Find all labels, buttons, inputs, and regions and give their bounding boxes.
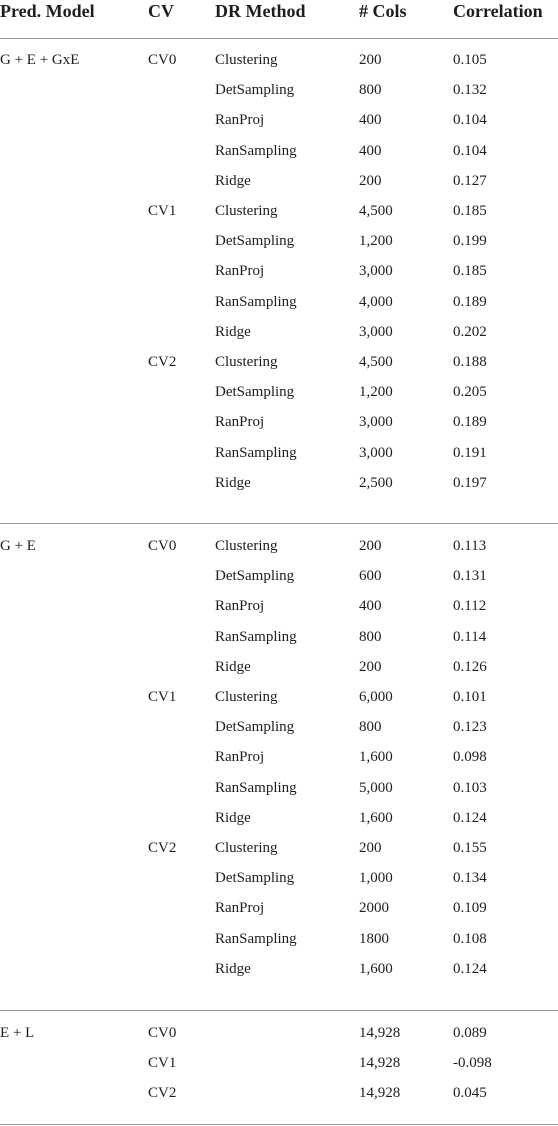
correlation-cell: 0.127 — [453, 172, 487, 189]
header-dr-method: DR Method — [215, 1, 306, 21]
dr-method-cell: DetSampling — [215, 870, 295, 887]
table-row — [0, 892, 558, 922]
table-row — [0, 1047, 558, 1077]
dr-method-cell: RanProj — [215, 900, 265, 917]
table-row — [0, 530, 558, 560]
dr-method-cell: RanSampling — [215, 779, 297, 796]
table-row — [0, 560, 558, 590]
num-cols-cell: 200 — [359, 52, 382, 68]
table-row — [0, 437, 558, 467]
table-row — [0, 165, 558, 195]
table-row — [0, 104, 558, 134]
num-cols-cell: 200 — [359, 538, 382, 554]
num-cols-cell: 1,000 — [359, 870, 393, 887]
table-row — [0, 135, 558, 165]
table-row — [0, 772, 558, 802]
cv-cell: CV1 — [148, 203, 177, 219]
header-pred-model: Pred. Model — [0, 1, 95, 21]
dr-method-cell: Clustering — [215, 840, 278, 856]
num-cols-cell: 1,600 — [359, 960, 393, 977]
table-row — [0, 195, 558, 225]
num-cols-cell: 4,500 — [359, 203, 393, 219]
dr-method-cell: Ridge — [215, 172, 251, 189]
num-cols-cell: 3,000 — [359, 263, 393, 280]
num-cols-cell: 600 — [359, 568, 382, 585]
num-cols-cell: 5,000 — [359, 779, 393, 796]
table-header — [0, 0, 558, 38]
correlation-cell: 0.205 — [453, 384, 487, 401]
dr-method-cell: Ridge — [215, 960, 251, 977]
correlation-cell: 0.105 — [453, 52, 487, 68]
table-row — [0, 376, 558, 406]
dr-method-cell: DetSampling — [215, 384, 295, 401]
num-cols-cell: 1,200 — [359, 384, 393, 401]
table-row — [0, 953, 558, 983]
table-row — [0, 711, 558, 741]
table-row — [0, 923, 558, 953]
correlation-cell: 0.108 — [453, 930, 487, 947]
num-cols-cell: 6,000 — [359, 689, 393, 705]
section-divider — [0, 523, 558, 524]
cv-cell: CV1 — [148, 1055, 177, 1072]
num-cols-cell: 200 — [359, 840, 382, 856]
correlation-cell: 0.114 — [453, 628, 487, 645]
table-row — [0, 74, 558, 104]
dr-method-cell: Ridge — [215, 474, 251, 491]
correlation-cell: 0.199 — [453, 233, 487, 250]
table-row — [0, 590, 558, 620]
correlation-cell: 0.126 — [453, 658, 487, 675]
correlation-cell: 0.089 — [453, 1025, 487, 1041]
table-row — [0, 467, 558, 497]
cv-cell: CV2 — [148, 840, 177, 856]
dr-method-cell: Clustering — [215, 354, 278, 370]
correlation-cell: 0.189 — [453, 293, 487, 310]
header-correlation: Correlation — [453, 1, 543, 21]
cv-cell: CV2 — [148, 1085, 177, 1102]
table-row — [0, 286, 558, 316]
pred-model-cell: E + L — [0, 1025, 35, 1041]
num-cols-cell: 4,000 — [359, 293, 393, 310]
dr-method-cell: RanSampling — [215, 142, 297, 159]
num-cols-cell: 14,928 — [359, 1085, 401, 1102]
num-cols-cell: 14,928 — [359, 1025, 401, 1041]
dr-method-cell: RanSampling — [215, 628, 297, 645]
correlation-cell: 0.185 — [453, 263, 487, 280]
correlation-cell: 0.155 — [453, 840, 487, 856]
num-cols-cell: 4,500 — [359, 354, 393, 370]
dr-method-cell: RanProj — [215, 414, 265, 431]
dr-method-cell: Clustering — [215, 52, 278, 68]
correlation-cell: 0.098 — [453, 749, 487, 766]
num-cols-cell: 400 — [359, 598, 382, 615]
correlation-cell: 0.185 — [453, 203, 487, 219]
dr-method-cell: Ridge — [215, 658, 251, 675]
correlation-cell: 0.124 — [453, 809, 487, 826]
correlation-cell: 0.101 — [453, 689, 487, 705]
table-row — [0, 346, 558, 376]
cv-cell: CV0 — [148, 52, 177, 68]
num-cols-cell: 14,928 — [359, 1055, 401, 1072]
header-cv: CV — [148, 1, 174, 21]
correlation-cell: 0.123 — [453, 719, 487, 736]
table-row — [0, 681, 558, 711]
cv-cell: CV0 — [148, 1025, 177, 1041]
num-cols-cell: 400 — [359, 112, 382, 129]
table-row — [0, 651, 558, 681]
correlation-cell: 0.202 — [453, 323, 487, 340]
num-cols-cell: 2,500 — [359, 474, 393, 491]
num-cols-cell: 200 — [359, 172, 382, 189]
section-divider — [0, 1010, 558, 1011]
num-cols-cell: 800 — [359, 82, 382, 99]
num-cols-cell: 1,600 — [359, 809, 393, 826]
table-row — [0, 741, 558, 771]
table-row — [0, 1077, 558, 1107]
correlation-cell: 0.104 — [453, 142, 487, 159]
dr-method-cell: DetSampling — [215, 719, 295, 736]
correlation-cell: 0.045 — [453, 1085, 487, 1102]
num-cols-cell: 800 — [359, 628, 382, 645]
dr-method-cell: Clustering — [215, 538, 278, 554]
correlation-cell: 0.124 — [453, 960, 487, 977]
table-bottom-rule — [0, 1124, 558, 1125]
num-cols-cell: 3,000 — [359, 414, 393, 431]
dr-method-cell: DetSampling — [215, 233, 295, 250]
table-row — [0, 406, 558, 436]
dr-method-cell: Clustering — [215, 203, 278, 219]
num-cols-cell: 1,200 — [359, 233, 393, 250]
num-cols-cell: 1800 — [359, 930, 389, 947]
section-divider — [0, 38, 558, 39]
table-row — [0, 225, 558, 255]
dr-method-cell: Ridge — [215, 809, 251, 826]
num-cols-cell: 2000 — [359, 900, 389, 917]
correlation-cell: 0.109 — [453, 900, 487, 917]
table-row — [0, 862, 558, 892]
num-cols-cell: 1,600 — [359, 749, 393, 766]
correlation-cell: 0.131 — [453, 568, 487, 585]
dr-method-cell: RanProj — [215, 749, 265, 766]
dr-method-cell: Clustering — [215, 689, 278, 705]
table-row — [0, 255, 558, 285]
dr-method-cell: RanSampling — [215, 293, 297, 310]
correlation-cell: 0.134 — [453, 870, 487, 887]
table-row — [0, 1017, 558, 1047]
table-row — [0, 832, 558, 862]
pred-model-cell: G + E + GxE — [0, 52, 80, 68]
cv-cell: CV0 — [148, 538, 177, 554]
num-cols-cell: 400 — [359, 142, 382, 159]
correlation-cell: 0.113 — [453, 538, 487, 554]
header-num-cols: # Cols — [359, 1, 407, 21]
num-cols-cell: 200 — [359, 658, 382, 675]
num-cols-cell: 800 — [359, 719, 382, 736]
dr-method-cell: RanSampling — [215, 930, 297, 947]
correlation-cell: 0.104 — [453, 112, 487, 129]
correlation-cell: 0.112 — [453, 598, 487, 615]
dr-method-cell: RanSampling — [215, 444, 297, 461]
correlation-cell: 0.189 — [453, 414, 487, 431]
pred-model-cell: G + E — [0, 538, 36, 554]
dr-method-cell: RanProj — [215, 598, 265, 615]
table-row — [0, 44, 558, 74]
dr-method-cell: Ridge — [215, 323, 251, 340]
dr-method-cell: DetSampling — [215, 82, 295, 99]
num-cols-cell: 3,000 — [359, 444, 393, 461]
dr-method-cell: DetSampling — [215, 568, 295, 585]
correlation-cell: 0.188 — [453, 354, 487, 370]
correlation-cell: -0.098 — [453, 1055, 492, 1072]
cv-cell: CV1 — [148, 689, 177, 705]
correlation-cell: 0.103 — [453, 779, 487, 796]
table-row — [0, 316, 558, 346]
correlation-cell: 0.191 — [453, 444, 487, 461]
num-cols-cell: 3,000 — [359, 323, 393, 340]
correlation-cell: 0.132 — [453, 82, 487, 99]
table-row — [0, 802, 558, 832]
cv-cell: CV2 — [148, 354, 177, 370]
dr-method-cell: RanProj — [215, 263, 265, 280]
dr-method-cell: RanProj — [215, 112, 265, 129]
table-row — [0, 621, 558, 651]
correlation-cell: 0.197 — [453, 474, 487, 491]
